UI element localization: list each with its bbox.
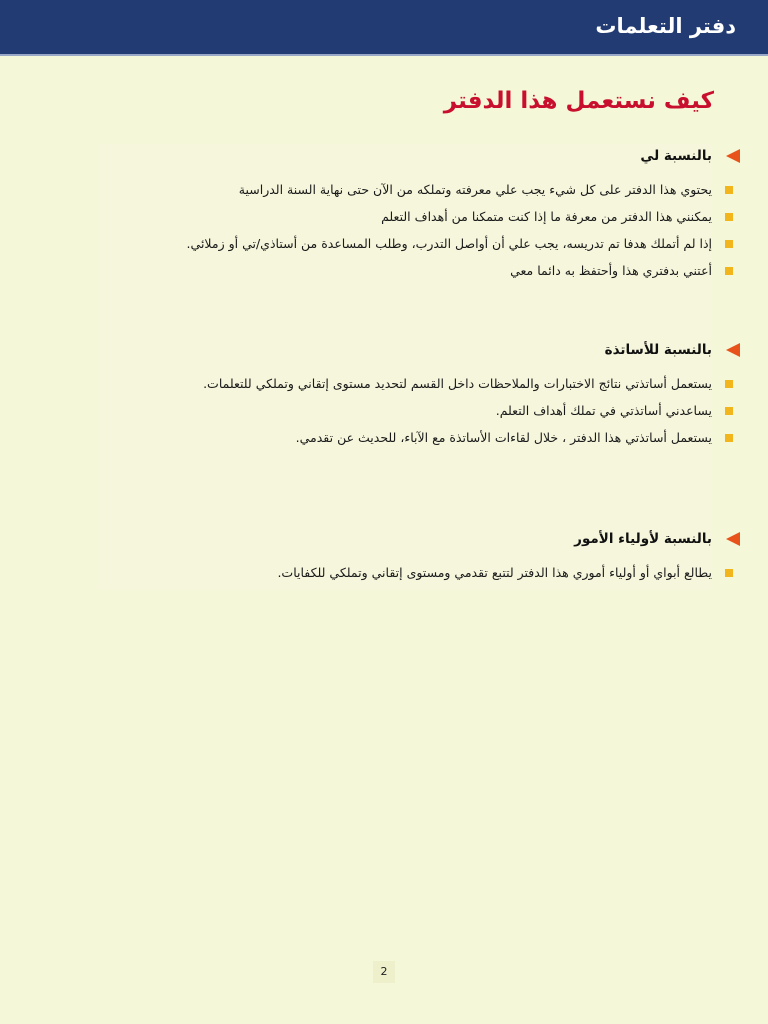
list-item-text: يمكنني هذا الدفتر من معرفة ما إذا كنت متمكنا من أهداف التعلم — [381, 209, 712, 224]
list-item-text: إذا لم أتملك هدفا تم تدريسه، يجب علي أن أواصل التدرب، وطلب المساعدة من أستاذي/تي أو زملائي. — [186, 236, 712, 251]
square-bullet-icon — [725, 240, 733, 248]
triangle-left-icon — [726, 149, 740, 163]
section-heading — [277, 527, 712, 551]
header-title: دفتر التعلمات — [595, 14, 736, 38]
section-for-parents — [277, 527, 712, 586]
section-heading-label: بالنسبة للأساتذة — [604, 342, 712, 358]
section-heading-label: بالنسبة لأولياء الأمور — [574, 531, 712, 547]
square-bullet-icon — [725, 186, 733, 194]
triangle-left-icon — [726, 343, 740, 357]
section-for-teachers — [203, 338, 712, 451]
triangle-left-icon — [726, 532, 740, 546]
list-item — [277, 559, 712, 586]
section-for-me — [187, 144, 712, 284]
page-title: كيف نستعمل هذا الدفتر — [443, 88, 714, 114]
square-bullet-icon — [725, 380, 733, 388]
square-bullet-icon — [725, 569, 733, 577]
list-item — [203, 370, 712, 397]
list-item-text: يطالع أبواي أو أولياء أموري هذا الدفتر لتتبع تقدمي ومستوى إتقاني وتملكي للكفايات. — [277, 565, 712, 580]
list-item-text: يستعمل أساتذتي نتائج الاختبارات والملاحظات داخل القسم لتحديد مستوى إتقاني وتملكي للتعلمات. — [203, 376, 712, 391]
list-item — [203, 397, 712, 424]
square-bullet-icon — [725, 267, 733, 275]
list-item — [187, 203, 712, 230]
list-item — [187, 176, 712, 203]
list-item-text: يستعمل أساتذتي هذا الدفتر ، خلال لقاءات الأساتذة مع الآباء، للحديث عن تقدمي. — [295, 430, 712, 445]
list-item — [187, 257, 712, 284]
square-bullet-icon — [725, 407, 733, 415]
list-item-text: أعتني بدفتري هذا وأحتفظ به دائما معي — [510, 263, 712, 278]
section-heading-label: بالنسبة لي — [640, 148, 712, 164]
list-item-text: يحتوي هذا الدفتر على كل شيء يجب علي معرفته وتملكه من الآن حتى نهاية السنة الدراسية — [238, 182, 712, 197]
section-heading — [187, 144, 712, 168]
section-heading — [203, 338, 712, 362]
square-bullet-icon — [725, 434, 733, 442]
list-item — [187, 230, 712, 257]
bullet-list — [187, 176, 712, 284]
bullet-list — [277, 559, 712, 586]
square-bullet-icon — [725, 213, 733, 221]
list-item-text: يساعدني أساتذتي في تملك أهداف التعلم. — [495, 403, 712, 418]
header-bar — [0, 0, 768, 56]
bullet-list — [203, 370, 712, 451]
page-number: 2 — [373, 961, 395, 983]
list-item — [203, 424, 712, 451]
